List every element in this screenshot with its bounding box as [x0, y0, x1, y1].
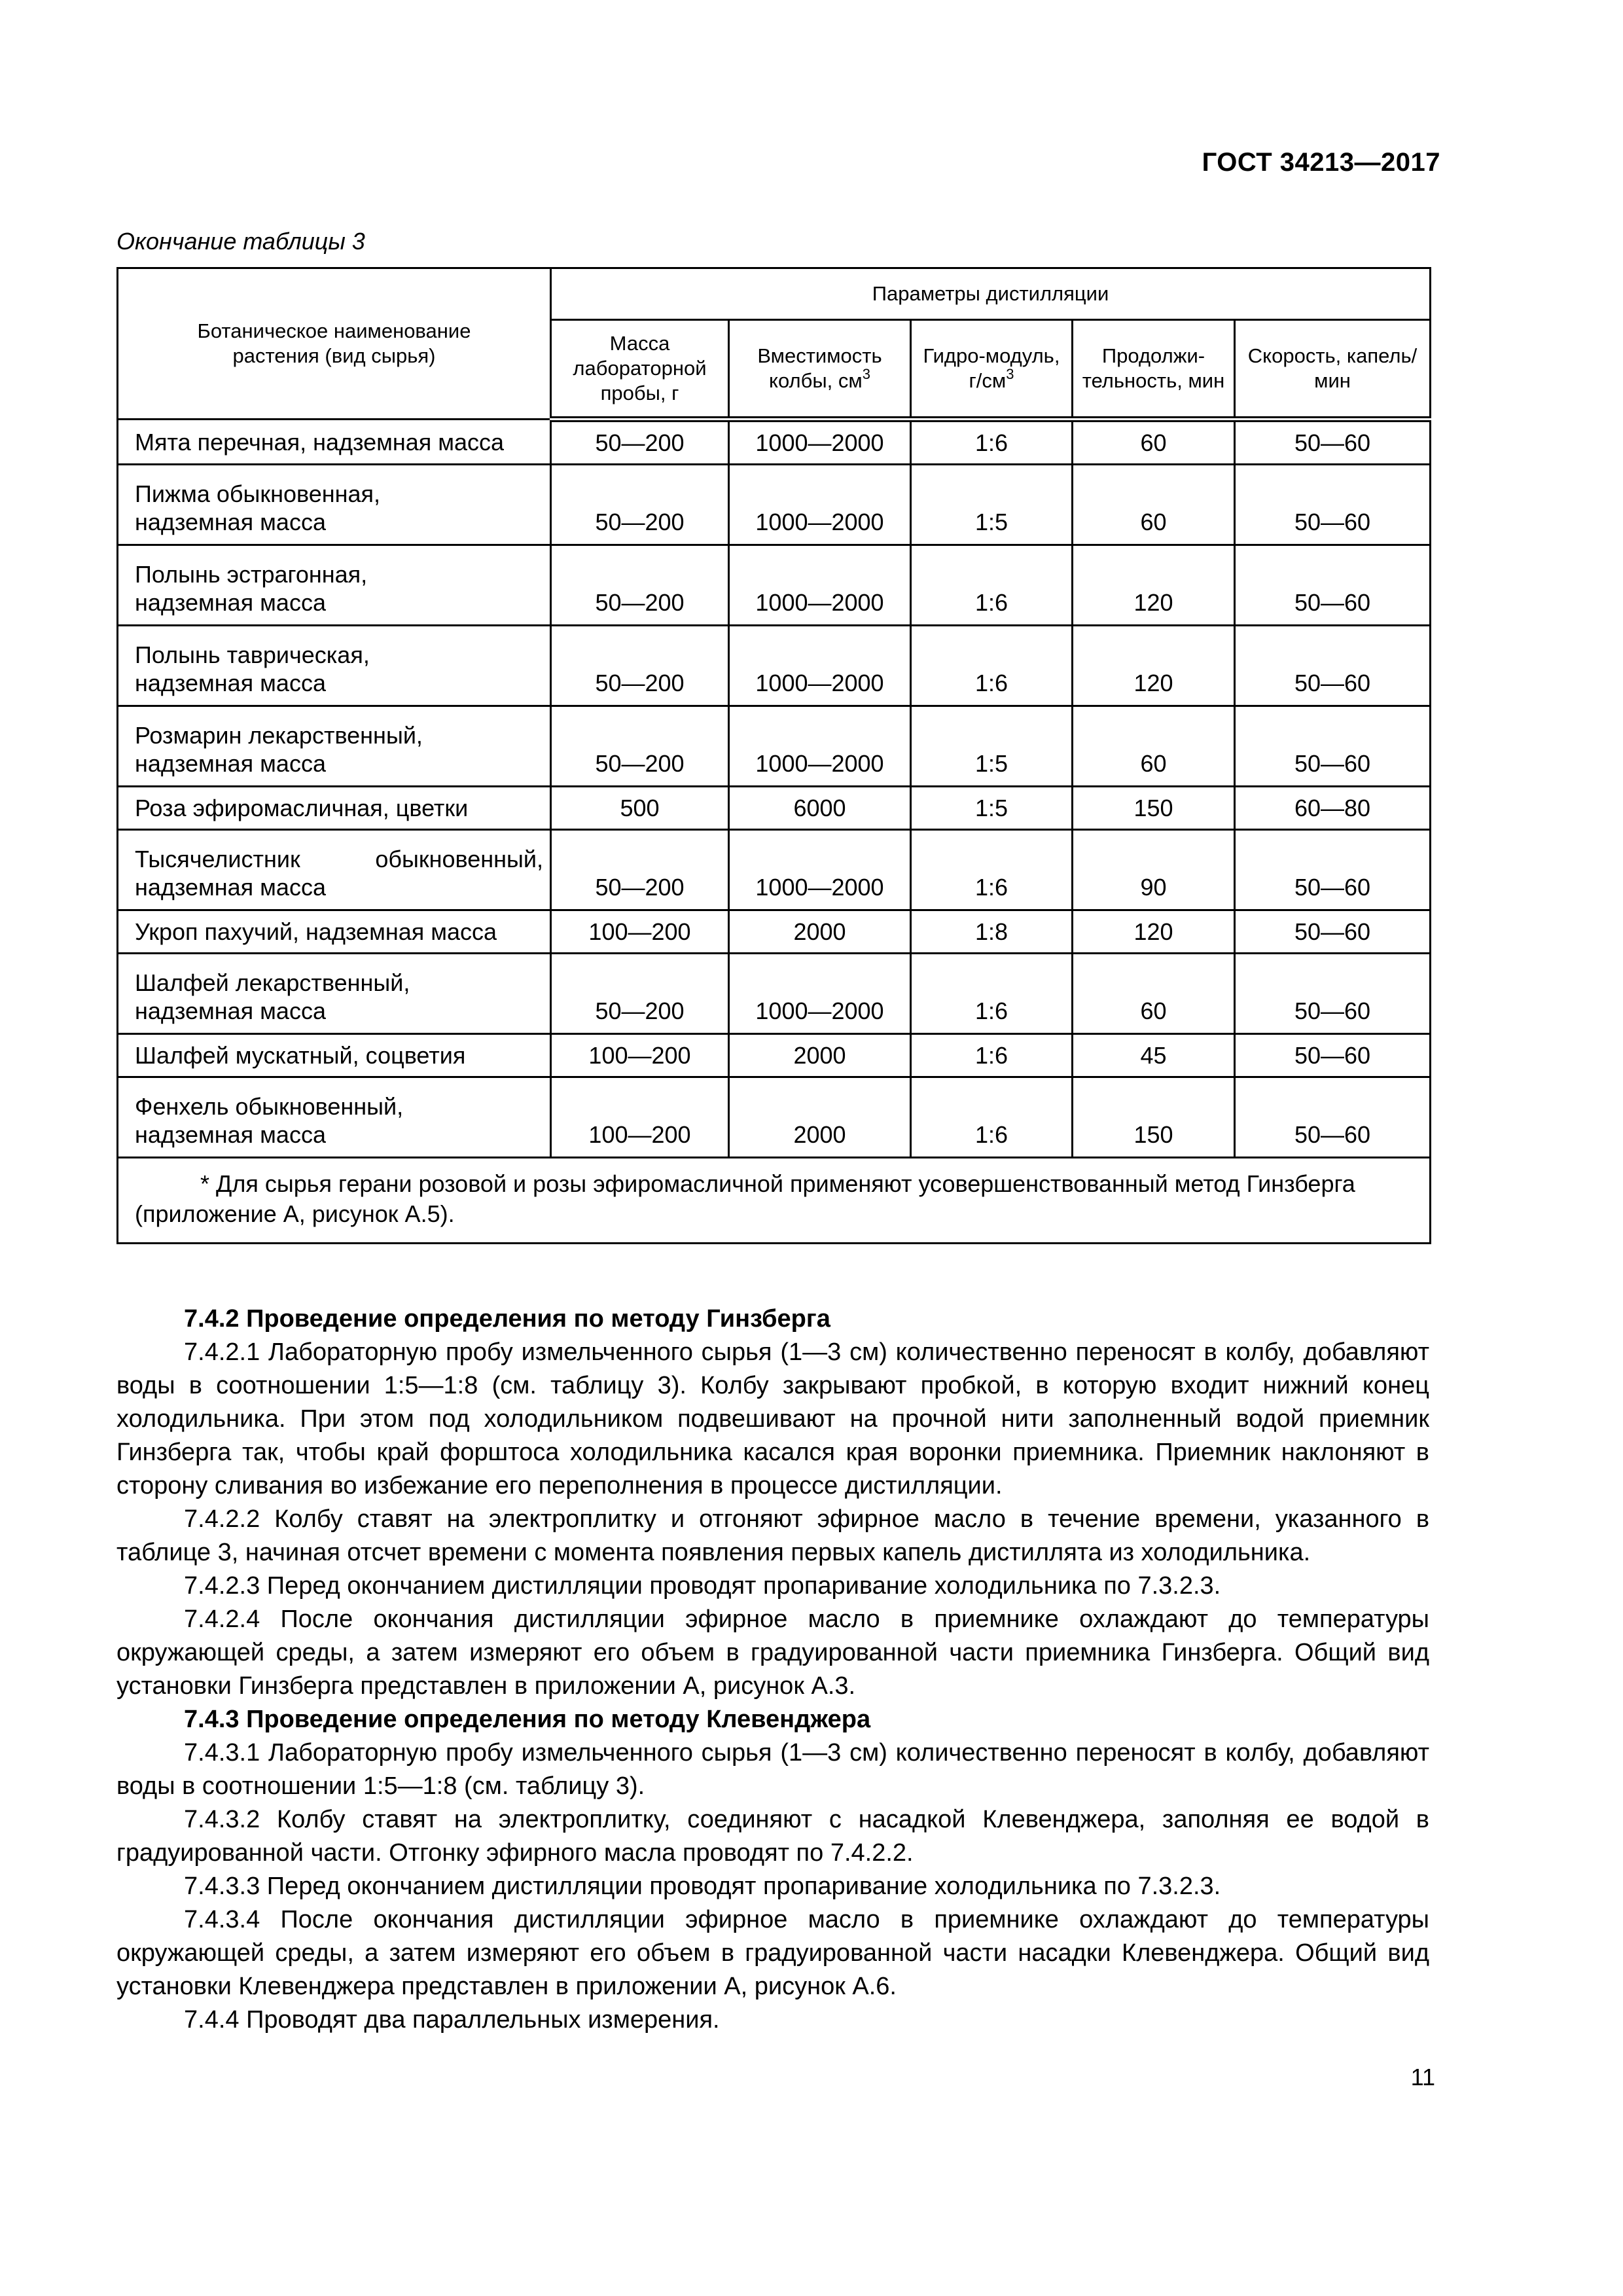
hydromodule-cell: 1:6 — [911, 1077, 1073, 1158]
table-row — [118, 465, 1431, 545]
duration-cell: 120 — [1073, 910, 1235, 954]
duration-cell: 60 — [1073, 420, 1235, 465]
table-caption: Окончание таблицы 3 — [116, 228, 365, 255]
flask-volume-cell: 2000 — [729, 1034, 911, 1077]
speed-cell: 50—60 — [1235, 465, 1431, 545]
paragraph-7-4-2-3: 7.4.2.3 Перед окончанием дистилляции проводят пропаривание холодильника по 7.3.2.3. — [184, 1572, 1221, 1600]
plant-name-cell: Роза эфиромасличная, цветки — [118, 787, 551, 830]
distillation-parameters-table — [116, 267, 1431, 1244]
hydromodule-cell: 1:6 — [911, 1034, 1073, 1077]
plant-name-cell: Тысячелистник обыкновенный, надземная масса — [118, 830, 551, 910]
header-sample-mass: Масса лабораторной пробы, г — [551, 320, 729, 420]
paragraph-7-4-2-2: 7.4.2.2 Колбу ставят на электроплитку и отгоняют эфирное масло в течение времени, указанного в таблице 3, начиная отсчет времени с момента появления первых капель дистиллята из холодильника. — [116, 1505, 1429, 1566]
sample-mass-cell: 50—200 — [551, 465, 729, 545]
page-number: 11 — [1410, 2064, 1435, 2090]
paragraph-7-4-3-4: 7.4.3.4 После окончания дистилляции эфирное масло в приемнике охлаждают до температуры окружающей среды, а затем измеряют его объем в градуированной части насадки Клевенджера. Общий вид установки Клевенджера представлен в приложении А, рисунок А.6. — [116, 1906, 1429, 2000]
table-row — [118, 787, 1431, 830]
paragraph-7-4-3-1: 7.4.3.1 Лабораторную пробу измельченного сырья (1—3 см) количественно переносят в колбу, добавляют воды в соотношении 1:5—1:8 (см. таблицу 3). — [116, 1739, 1429, 1800]
header-flask-volume: Вместимость колбы, $см^3$ — [729, 320, 911, 420]
sample-mass-cell: 100—200 — [551, 1034, 729, 1077]
sample-mass-cell: 100—200 — [551, 1077, 729, 1158]
speed-cell: 50—60 — [1235, 545, 1431, 626]
table-row — [118, 910, 1431, 954]
hydromodule-cell: 1:6 — [911, 545, 1073, 626]
flask-volume-cell: 1000—2000 — [729, 954, 911, 1034]
speed-cell: 50—60 — [1235, 954, 1431, 1034]
duration-cell: 150 — [1073, 1077, 1235, 1158]
hydromodule-cell: 1:6 — [911, 830, 1073, 910]
duration-cell: 120 — [1073, 545, 1235, 626]
flask-volume-cell: 1000—2000 — [729, 830, 911, 910]
plant-name-cell: Розмарин лекарственный, надземная масса — [118, 706, 551, 787]
hydromodule-cell: 1:6 — [911, 626, 1073, 706]
plant-name-cell: Мята перечная, надземная масса — [118, 420, 551, 465]
paragraph-7-4-2-1: 7.4.2.1 Лабораторную пробу измельченного сырья (1—3 см) количественно переносят в колбу, добавляют воды в соотношении 1:5—1:8 (см. таблицу 3). Колбу закрывают пробкой, в которую входит нижний конец холодильника. При этом под холодильником подвешивают на прочной нити заполненный водой приемник Гинзберга так, чтобы край форштоса холодильника касался края воронки приемника. Приемник наклоняют в сторону сливания во избежание его переполнения в процессе дистилляции. — [116, 1338, 1429, 1499]
speed-cell: 50—60 — [1235, 420, 1431, 465]
hydromodule-cell: 1:5 — [911, 787, 1073, 830]
flask-volume-cell: 1000—2000 — [729, 626, 911, 706]
sample-mass-cell: 50—200 — [551, 626, 729, 706]
table-row — [118, 830, 1431, 910]
header-distillation-parameters: Параметры дистилляции — [551, 268, 1431, 320]
header-duration: Продолжи-тельность, мин — [1073, 320, 1235, 420]
flask-volume-cell: 2000 — [729, 910, 911, 954]
plant-name-cell: Укроп пахучий, надземная масса — [118, 910, 551, 954]
sample-mass-cell: 100—200 — [551, 910, 729, 954]
duration-cell: 60 — [1073, 954, 1235, 1034]
table-row — [118, 706, 1431, 787]
section-heading-7-4-2: 7.4.2 Проведение определения по методу Гинзберга — [184, 1305, 830, 1333]
sample-mass-cell: 50—200 — [551, 420, 729, 465]
flask-volume-cell: 1000—2000 — [729, 706, 911, 787]
paragraph-7-4-4: 7.4.4 Проводят два параллельных измерения. — [184, 2006, 720, 2034]
flask-volume-cell: 1000—2000 — [729, 545, 911, 626]
hydromodule-cell: 1:5 — [911, 465, 1073, 545]
sample-mass-cell: 50—200 — [551, 830, 729, 910]
header-plant-name: Ботаническое наименование растения (вид сырья) — [118, 268, 551, 420]
flask-volume-cell: 6000 — [729, 787, 911, 830]
flask-volume-cell: 2000 — [729, 1077, 911, 1158]
header-speed: Скорость, капель/мин — [1235, 320, 1431, 420]
flask-volume-cell: 1000—2000 — [729, 465, 911, 545]
duration-cell: 150 — [1073, 787, 1235, 830]
paragraph-7-4-3-3: 7.4.3.3 Перед окончанием дистилляции проводят пропаривание холодильника по 7.3.2.3. — [184, 1873, 1221, 1900]
duration-cell: 45 — [1073, 1034, 1235, 1077]
document-code: ГОСТ 34213—2017 — [1202, 148, 1440, 177]
table-row — [118, 626, 1431, 706]
table-row — [118, 545, 1431, 626]
plant-name-cell: Фенхель обыкновенный, надземная масса — [118, 1077, 551, 1158]
plant-name-cell: Шалфей мускатный, соцветия — [118, 1034, 551, 1077]
speed-cell: 50—60 — [1235, 626, 1431, 706]
sample-mass-cell: 50—200 — [551, 954, 729, 1034]
hydromodule-cell: 1:8 — [911, 910, 1073, 954]
table-row — [118, 420, 1431, 465]
plant-name-cell: Полынь эстрагонная, надземная масса — [118, 545, 551, 626]
header-hydromodule: Гидро-модуль, $г/см^3$ — [911, 320, 1073, 420]
flask-volume-cell: 1000—2000 — [729, 420, 911, 465]
plant-name-cell: Пижма обыкновенная, надземная масса — [118, 465, 551, 545]
sample-mass-cell: 50—200 — [551, 545, 729, 626]
paragraph-7-4-2-4: 7.4.2.4 После окончания дистилляции эфирное масло в приемнике охлаждают до температуры окружающей среды, а затем измеряют его объем в градуированной части приемника Гинзберга. Общий вид установки Гинзберга представлен в приложении А, рисунок А.3. — [116, 1605, 1429, 1700]
speed-cell: 50—60 — [1235, 910, 1431, 954]
sample-mass-cell: 50—200 — [551, 706, 729, 787]
hydromodule-cell: 1:6 — [911, 954, 1073, 1034]
table-row — [118, 1034, 1431, 1077]
duration-cell: 120 — [1073, 626, 1235, 706]
speed-cell: 50—60 — [1235, 830, 1431, 910]
duration-cell: 60 — [1073, 706, 1235, 787]
hydromodule-cell: 1:6 — [911, 420, 1073, 465]
section-heading-7-4-3: 7.4.3 Проведение определения по методу Клевенджера — [184, 1706, 871, 1733]
speed-cell: 50—60 — [1235, 706, 1431, 787]
speed-cell: 50—60 — [1235, 1077, 1431, 1158]
duration-cell: 90 — [1073, 830, 1235, 910]
duration-cell: 60 — [1073, 465, 1235, 545]
sample-mass-cell: 500 — [551, 787, 729, 830]
speed-cell: 50—60 — [1235, 1034, 1431, 1077]
plant-name-cell: Полынь таврическая, надземная масса — [118, 626, 551, 706]
plant-name-cell: Шалфей лекарственный, надземная масса — [118, 954, 551, 1034]
table-row — [118, 1077, 1431, 1158]
hydromodule-cell: 1:5 — [911, 706, 1073, 787]
table-row — [118, 954, 1431, 1034]
paragraph-7-4-3-2: 7.4.3.2 Колбу ставят на электроплитку, соединяют с насадкой Клевенджера, заполняя ее водой в градуированной части. Отгонку эфирного масла проводят по 7.4.2.2. — [116, 1806, 1429, 1867]
speed-cell: 60—80 — [1235, 787, 1431, 830]
table-footnote: * Для сырья герани розовой и розы эфиромасличной применяют усовершенствованный метод Гинзберга (приложение А, рисунок А.5). — [118, 1158, 1431, 1244]
body-text — [116, 1302, 1429, 2037]
